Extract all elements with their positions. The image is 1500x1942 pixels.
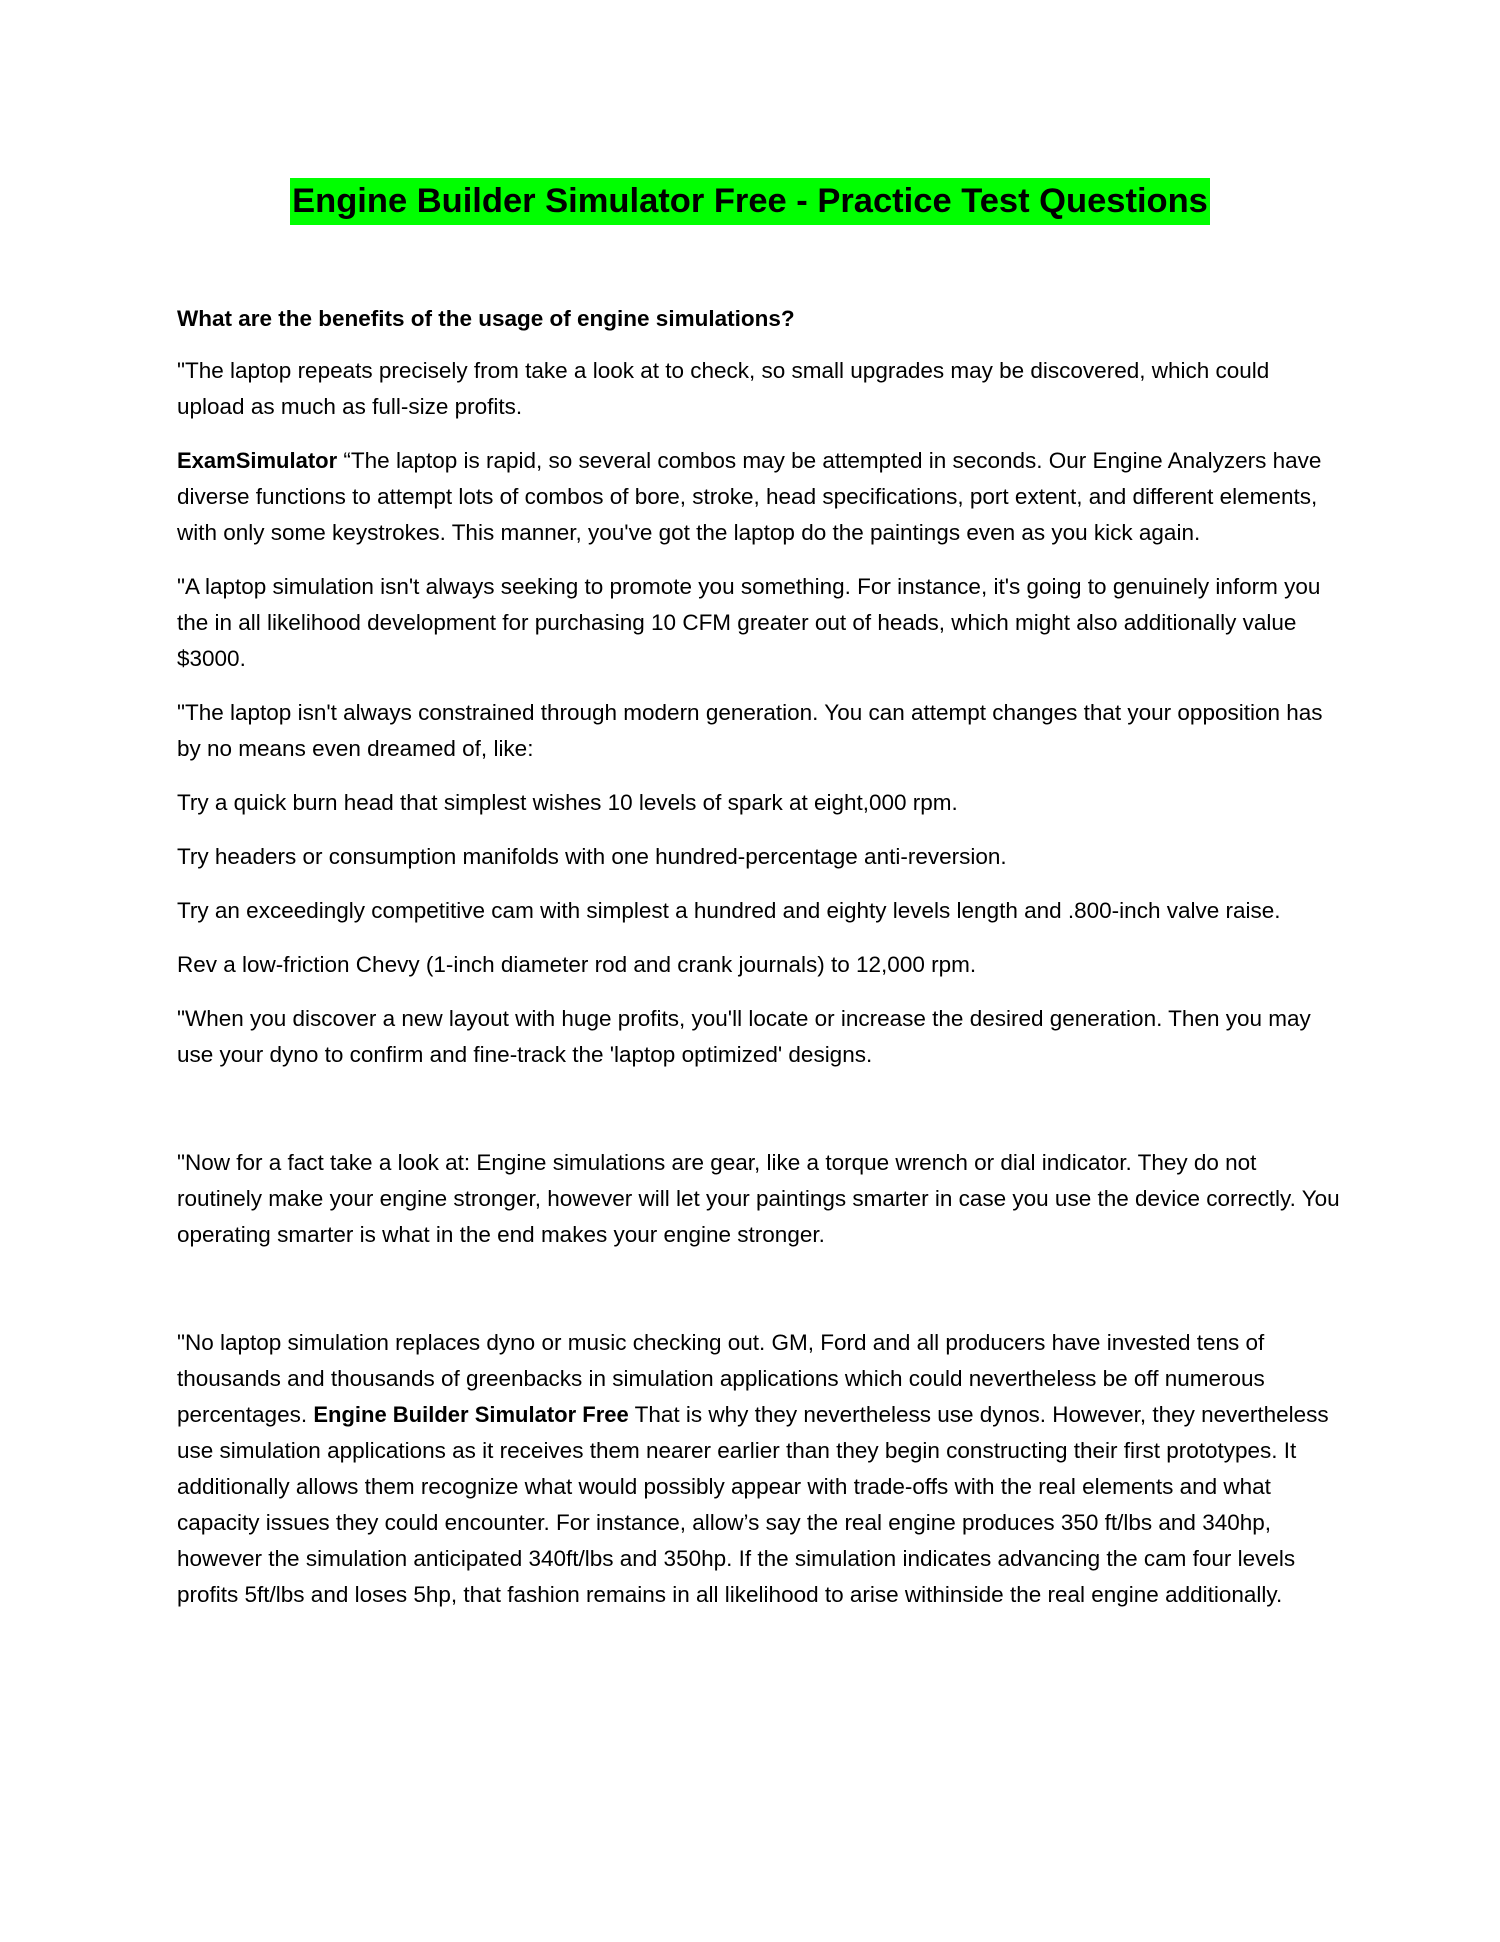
paragraph-1: "The laptop repeats precisely from take a look at to check, so small upgrades may be discovered, which could upload as much as full-size profits. <box>177 358 1270 419</box>
question-heading: What are the benefits of the usage of engine simulations? <box>177 306 795 331</box>
paragraph-7-text-a: "No laptop simulation replaces dyno or music checking out. GM, Ford and all producers have invested tens of thousands and thousands of greenbacks in simulation applications which could nevertheless be off numerous percentages. <box>177 1330 1265 1427</box>
title-wrapper <box>0 178 1500 225</box>
paragraph-5: "When you discover a new layout with huge profits, you'll locate or increase the desired generation. Then you may use your dyno to confirm and fine-track the 'laptop optimized' designs. <box>177 1006 1311 1067</box>
paragraph-7-text-b: That is why they nevertheless use dynos. However, they nevertheless use simulation applications as it receives them nearer earlier than they begin constructing their first prototypes. It additionally allows them recognize what would possibly appear with trade-offs with the real elements and what capacity issues they could encounter. For instance, allow’s say the real engine produces 350 ft/lbs and 340hp, however the simulation anticipated 340ft/lbs and 350hp. If the simulation indicates advancing the cam four levels profits 5ft/lbs and loses 5hp, that fashion remains in all likelihood to arise withinside the real engine additionally. <box>177 1402 1329 1607</box>
engine-builder-brand: Engine Builder Simulator Free <box>313 1402 629 1427</box>
paragraph-7 <box>177 1325 1342 1613</box>
list-item: Try an exceedingly competitive cam with simplest a hundred and eighty levels length and .800-inch valve raise. <box>177 898 1281 923</box>
page-title: Engine Builder Simulator Free - Practice Test Questions <box>290 178 1210 225</box>
spacer <box>177 1091 1342 1145</box>
paragraph-3: "A laptop simulation isn't always seeking to promote you something. For instance, it's going to genuinely inform you the in all likelihood development for purchasing 10 CFM greater out of heads, which might also additionally value $3000. <box>177 574 1321 671</box>
document-body <box>177 301 1342 1631</box>
paragraph-4: "The laptop isn't always constrained through modern generation. You can attempt changes that your opposition has by no means even dreamed of, like: <box>177 700 1323 761</box>
spacer <box>177 1271 1342 1325</box>
paragraph-2 <box>177 443 1342 551</box>
list-item: Try headers or consumption manifolds with one hundred-percentage anti-reversion. <box>177 844 1007 869</box>
paragraph-6: "Now for a fact take a look at: Engine simulations are gear, like a torque wrench or dial indicator. They do not routinely make your engine stronger, however will let your paintings smarter in case you use the device correctly. You operating smarter is what in the end makes your engine stronger. <box>177 1150 1340 1247</box>
exam-simulator-brand: ExamSimulator <box>177 448 338 473</box>
paragraph-2-text: “The laptop is rapid, so several combos may be attempted in seconds. Our Engine Analyzers have diverse functions to attempt lots of combos of bore, stroke, head specifications, port extent, and different elements, with only some keystrokes. This manner, you've got the laptop do the paintings even as you kick again. <box>177 448 1322 545</box>
list-item: Rev a low-friction Chevy (1-inch diameter rod and crank journals) to 12,000 rpm. <box>177 952 977 977</box>
list-item: Try a quick burn head that simplest wishes 10 levels of spark at eight,000 rpm. <box>177 790 958 815</box>
